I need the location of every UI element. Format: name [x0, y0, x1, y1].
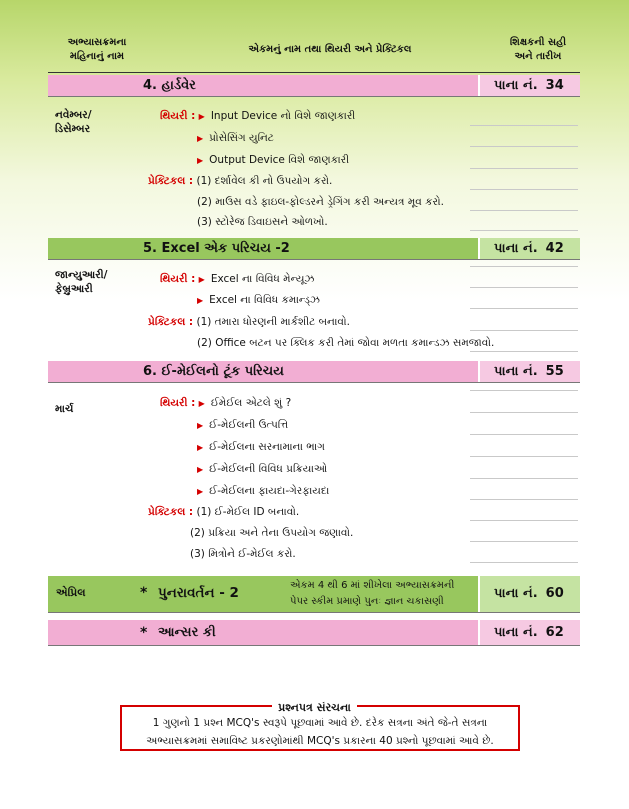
signature-line	[470, 230, 578, 231]
unit-6-bar	[48, 361, 580, 383]
revision-desc: એકમ 4 થી 6 માં શીખેલા અભ્યાસક્રમની	[290, 580, 455, 591]
practical-item: પ્રેક્ટિકલ : (1) દર્શાવેલ કી નો ઉપયોગ કરો.	[148, 175, 333, 187]
paper-structure-line: અભ્યાસક્રમમાં સમાવિષ્ટ પ્રકરણોમાંથી MCQ's પ્રકારના 40 પ્રશ્નો પૂછવામાં આવે છે.	[146, 735, 494, 747]
revision-desc: પેપર સ્કીમ પ્રમાણે પુનઃ જ્ઞાન ચકાસણી	[290, 596, 444, 607]
theory-item: ▶ ઈ-મેઈલની વિવિધ પ્રક્રિયાઓ	[197, 463, 328, 475]
practical-item: (2) Office બટન પર ક્લિક કરી તેમાં જોવા મળતા કમાન્ડઝ સમજાવો.	[197, 337, 495, 349]
signature-line	[470, 434, 578, 435]
unit-title: 5. Excel એક પરિચય -2	[143, 241, 290, 256]
answer-key-title: આન્સર કી	[158, 625, 216, 640]
arrow-icon: ▶	[197, 134, 204, 143]
unit-4-month: નવેમ્બર/ ડિસેમ્બર	[55, 109, 92, 135]
page-ref: પાના નં. 60	[478, 576, 580, 612]
theory-item: થિયરી : ▶ Input Device નો વિશે જાણકારી	[160, 110, 356, 122]
arrow-icon: ▶	[197, 487, 204, 496]
practical-item: (3) સ્ટોરેજ ડિવાઇસને ઓળખો.	[197, 216, 328, 228]
signature-line	[470, 330, 578, 331]
practical-item: (2) માઉસ વડે ફાઇલ-ફોલ્ડરને ડ્રેગિંગ કરી અન્યત્ર મૂવ કરો.	[197, 196, 444, 208]
revision-bar	[48, 576, 580, 613]
arrow-icon: ▶	[197, 443, 204, 452]
signature-line	[470, 499, 578, 500]
signature-line	[470, 412, 578, 413]
practical-item: (2) પ્રક્રિયા અને તેના ઉપયોગ જણાવો.	[190, 527, 354, 539]
page-ref: પાના નં. 55	[478, 361, 580, 382]
arrow-icon: ▶	[198, 112, 205, 121]
page-ref: પાના નં. 42	[478, 238, 580, 259]
signature-line	[470, 541, 578, 542]
unit-5-bar	[48, 238, 580, 260]
page-ref: પાના નં. 34	[478, 75, 580, 96]
theory-item: થિયરી : ▶ ઈમેઈલ એટલે શું ?	[160, 397, 292, 409]
theory-item: ▶ Output Device વિશે જાણકારી	[197, 154, 350, 166]
paper-structure-title: પ્રશ્નપત્ર સંરચના	[0, 696, 629, 715]
page-ref: પાના નં. 62	[478, 620, 580, 645]
theory-item: થિયરી : ▶ Excel ના વિવિધ મેન્યૂઝ	[160, 273, 315, 285]
practical-item: પ્રેક્ટિકલ : (1) ઈ-મેઈલ ID બનાવો.	[148, 506, 300, 518]
signature-line	[470, 456, 578, 457]
header-divider	[48, 72, 580, 73]
revision-title: પુનરાવર્તન - 2	[158, 585, 239, 601]
signature-line	[470, 189, 578, 190]
signature-line	[470, 520, 578, 521]
theory-item: ▶ ઈ-મેઈલના ફાયદા-ગેરફાયદા	[197, 485, 330, 497]
signature-line	[470, 210, 578, 211]
arrow-icon: ▶	[197, 156, 204, 165]
unit-title: 4. હાર્ડવેર	[143, 78, 196, 93]
signature-line	[470, 287, 578, 288]
arrow-icon: ▶	[197, 421, 204, 430]
theory-item: ▶ ઈ-મેઈલની ઉત્પત્તિ	[197, 419, 289, 431]
paper-structure-line: 1 ગુણનો 1 પ્રશ્ન MCQ's સ્વરૂપે પૂછવામાં આવે છે. દરેક સત્રના અંતે જે-તે સત્રના	[152, 717, 488, 729]
signature-column-header: શિક્ષકની સહી અને તારીખ	[509, 37, 567, 62]
arrow-icon: ▶	[197, 296, 204, 305]
star-icon: *	[140, 585, 148, 601]
signature-line	[470, 351, 578, 352]
signature-line	[470, 266, 578, 267]
practical-item: પ્રેક્ટિકલ : (1) તમારા ધોરણની માર્કશીટ બનાવો.	[148, 316, 350, 328]
unit-6-month: માર્ચ	[55, 403, 74, 415]
unit-title: 6. ઈ-મેઈલનો ટૂંક પરિચય	[143, 364, 284, 379]
signature-line	[470, 146, 578, 147]
practical-item: (3) મિત્રોને ઈ-મેઈલ કરો.	[190, 548, 296, 560]
signature-line	[470, 478, 578, 479]
theory-item: ▶ Excel ના વિવિધ કમાન્ડ્ઝ	[197, 294, 320, 306]
arrow-icon: ▶	[198, 399, 205, 408]
theory-item: ▶ ઈ-મેઈલના સરનામાના ભાગ	[197, 441, 325, 453]
arrow-icon: ▶	[197, 465, 204, 474]
arrow-icon: ▶	[198, 275, 205, 284]
star-icon: *	[140, 625, 148, 641]
signature-line	[470, 308, 578, 309]
unit-column-header: એકમનું નામ તથા થિયરી અને પ્રેક્ટિકલ	[248, 44, 412, 55]
signature-line	[470, 168, 578, 169]
signature-line	[470, 125, 578, 126]
unit-4-bar	[48, 75, 580, 97]
table-header	[0, 36, 629, 70]
signature-line	[470, 562, 578, 563]
unit-5-month: જાન્યુઆરી/ ફેબ્રુઆરી	[55, 269, 108, 295]
revision-month: એપ્રિલ	[56, 586, 86, 599]
signature-line	[470, 390, 578, 391]
month-column-header: અભ્યાસક્રમના મહિનાનું નામ	[67, 37, 127, 62]
theory-item: ▶ પ્રોસેસિંગ યુનિટ	[197, 132, 274, 144]
answer-key-bar	[48, 620, 580, 646]
